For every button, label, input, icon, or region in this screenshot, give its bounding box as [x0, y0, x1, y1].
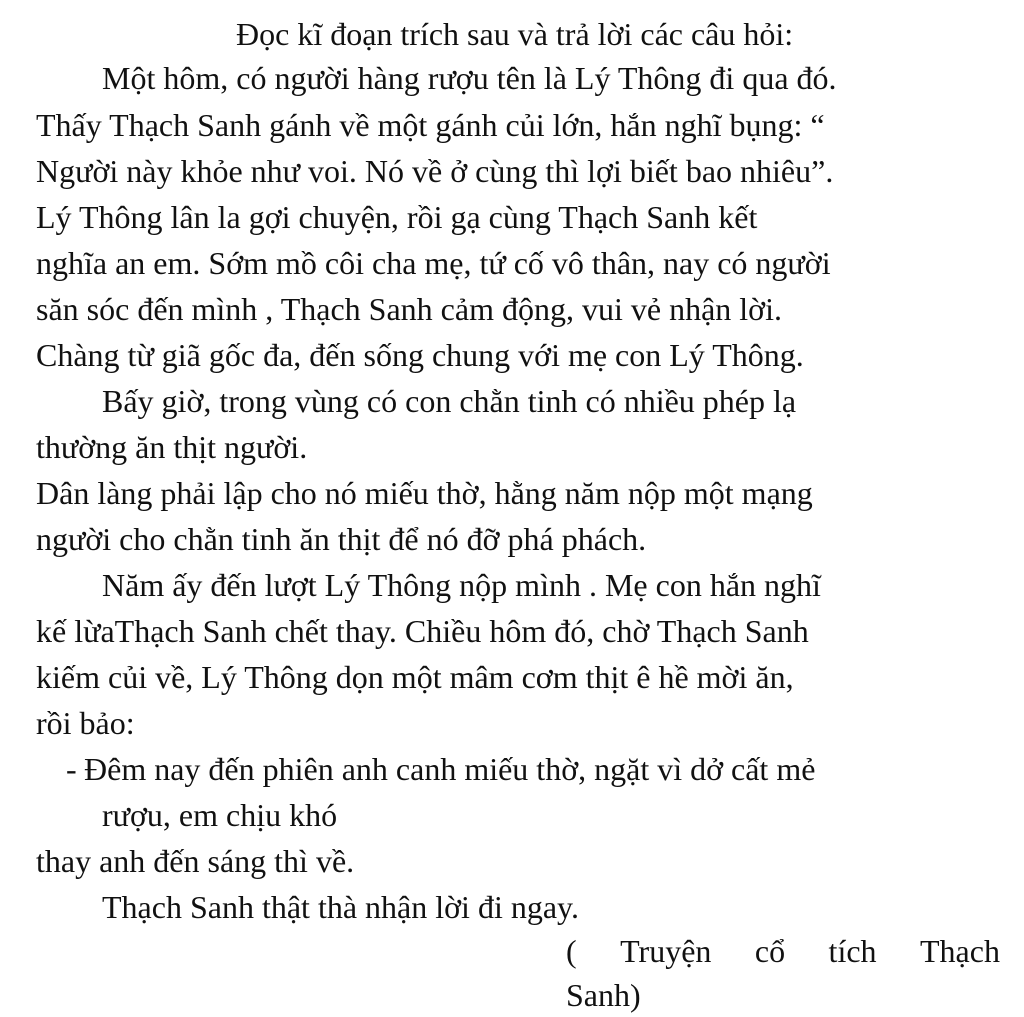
text-line-8: Bấy giờ, trong vùng có con chằn tinh có nhiều phép lạ	[102, 383, 797, 419]
text-line-6: săn sóc đến mình , Thạch Sanh cảm động, vui vẻ nhận lời.	[36, 291, 782, 327]
source-word-5: Thạch	[920, 933, 1000, 969]
text-line-7: Chàng từ giã gốc đa, đến sống chung với mẹ con Lý Thông.	[36, 337, 804, 373]
text-line-3: Người này khỏe như voi. Nó về ở cùng thì lợi biết bao nhiêu”.	[36, 153, 834, 189]
dialogue-dash: -	[66, 751, 77, 787]
source-word-4: tích	[828, 933, 877, 969]
text-line-19: Thạch Sanh thật thà nhận lời đi ngay.	[102, 889, 579, 925]
source-citation	[566, 929, 1000, 1017]
text-line-11: người cho chằn tinh ăn thịt để nó đỡ phá phách.	[36, 521, 647, 557]
text-line-13: kế lừaThạch Sanh chết thay. Chiều hôm đó, chờ Thạch Sanh	[36, 613, 809, 649]
source-word-1: (	[566, 933, 577, 969]
text-line-10: Dân làng phải lập cho nó miếu thờ, hằng năm nộp một mạng	[36, 475, 813, 511]
text-line-12: Năm ấy đến lượt Lý Thông nộp mình . Mẹ con hắn nghĩ	[102, 567, 821, 603]
text-line-9: thường ăn thịt người.	[36, 429, 308, 465]
heading: Đọc kĩ đoạn trích sau và trả lời các câu hỏi:	[236, 16, 794, 52]
text-line-16: Đêm nay đến phiên anh canh miếu thờ, ngặt vì dở cất mẻ	[84, 751, 816, 787]
text-line-1: Một hôm, có người hàng rượu tên là Lý Thông đi qua đó.	[102, 60, 837, 96]
text-line-2: Thấy Thạch Sanh gánh về một gánh củi lớn, hắn nghĩ bụng: “	[36, 107, 825, 143]
source-line-1	[566, 929, 1000, 973]
source-word-2: Truyện	[620, 933, 712, 969]
source-word-3: cổ	[754, 933, 786, 969]
text-line-4: Lý Thông lân la gợi chuyện, rồi gạ cùng Thạch Sanh kết	[36, 199, 758, 235]
text-line-17: rượu, em chịu khó	[102, 797, 338, 833]
text-line-18: thay anh đến sáng thì về.	[36, 843, 355, 879]
source-line-2: Sanh)	[566, 977, 641, 1013]
text-line-15: rồi bảo:	[36, 705, 135, 741]
text-line-14: kiếm củi về, Lý Thông dọn một mâm cơm thịt ê hề mời ăn,	[36, 659, 794, 695]
text-line-5: nghĩa an em. Sớm mồ côi cha mẹ, tứ cố vô thân, nay có người	[36, 245, 831, 281]
